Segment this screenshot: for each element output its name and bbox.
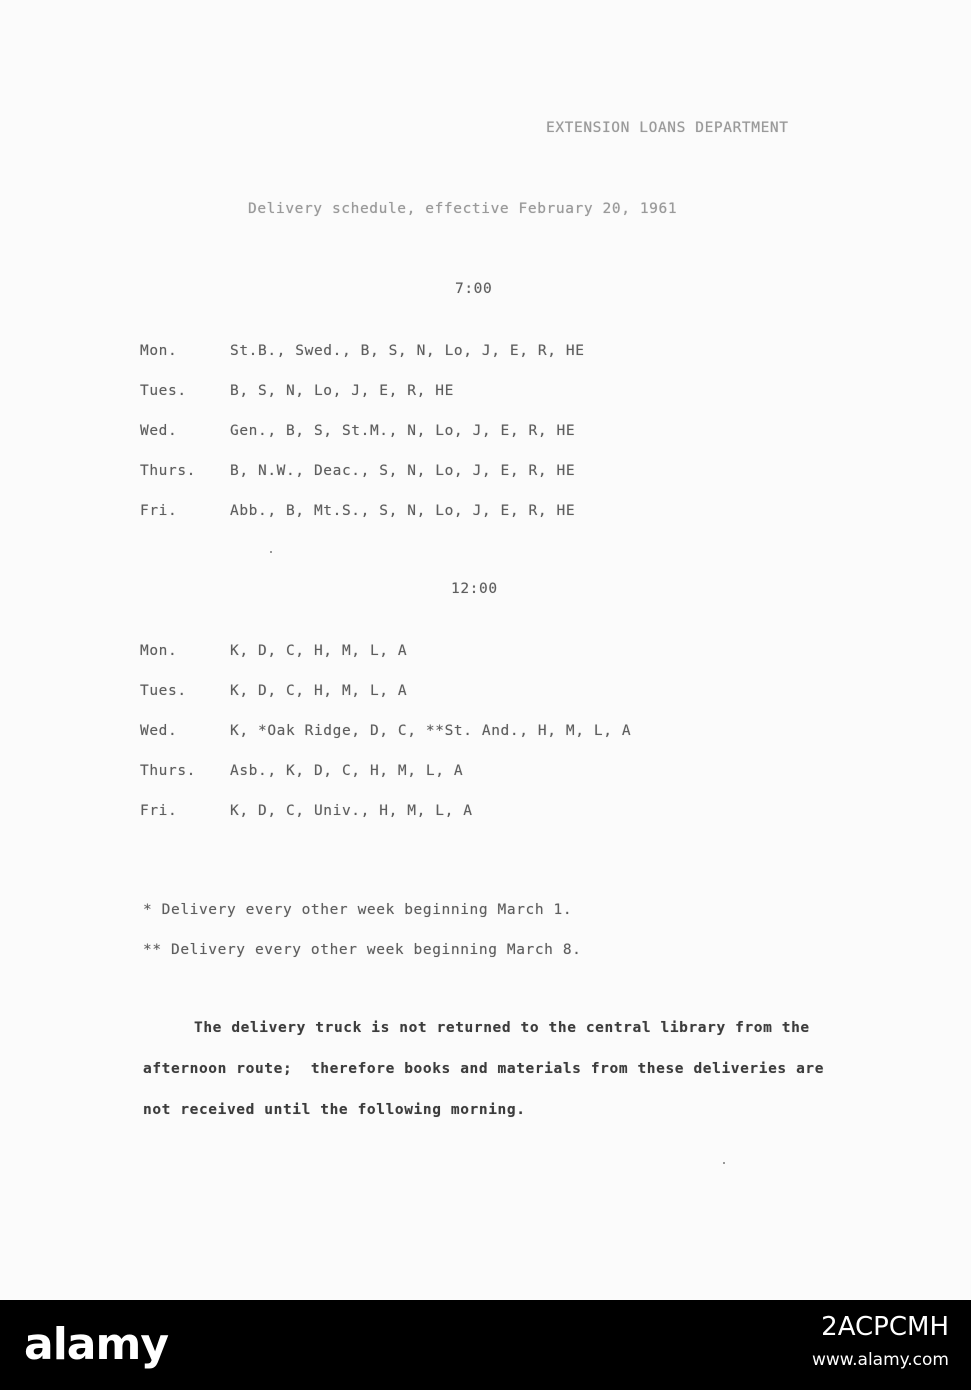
morning-route-tues: B, S, N, Lo, J, E, R, HE [230,383,454,399]
morning-day-fri: Fri. [140,503,178,519]
department-heading: EXTENSION LOANS DEPARTMENT [546,120,789,136]
alamy-logo: alamy [24,1319,168,1370]
noon-day-thurs: Thurs. [140,763,196,779]
noon-route-tues: K, D, C, H, M, L, A [230,683,408,699]
paragraph-line-1: The delivery truck is not returned to the central library from the [194,1020,810,1036]
paper-speck [723,1162,725,1164]
noon-route-mon: K, D, C, H, M, L, A [230,643,408,659]
paper-speck [270,551,272,553]
noon-route-thurs: Asb., K, D, C, H, M, L, A [230,763,464,779]
morning-route-fri: Abb., B, Mt.S., S, N, Lo, J, E, R, HE [230,503,576,519]
noon-route-wed: K, *Oak Ridge, D, C, **St. And., H, M, L, A [230,723,632,739]
watermark-url: www.alamy.com [811,1350,949,1370]
morning-day-tues: Tues. [140,383,187,399]
footnote-double-star: ** Delivery every other week beginning March 8. [143,942,582,958]
morning-day-mon: Mon. [140,343,178,359]
morning-route-mon: St.B., Swed., B, S, N, Lo, J, E, R, HE [230,343,585,359]
morning-day-wed: Wed. [140,423,178,439]
morning-day-thurs: Thurs. [140,463,196,479]
noon-day-fri: Fri. [140,803,178,819]
paragraph-line-3: not received until the following morning. [143,1102,526,1118]
morning-route-thurs: B, N.W., Deac., S, N, Lo, J, E, R, HE [230,463,576,479]
noon-route-fri: K, D, C, Univ., H, M, L, A [230,803,473,819]
watermark-image-id: 2ACPCMH [821,1312,949,1342]
noon-day-wed: Wed. [140,723,178,739]
noon-time-heading: 12:00 [451,581,498,597]
morning-time-heading: 7:00 [455,281,493,297]
paragraph-line-2: afternoon route; therefore books and materials from these deliveries are [143,1061,825,1077]
noon-day-tues: Tues. [140,683,187,699]
morning-route-wed: Gen., B, S, St.M., N, Lo, J, E, R, HE [230,423,576,439]
document-title: Delivery schedule, effective February 20, 1961 [248,201,678,217]
footnote-single-star: * Delivery every other week beginning March 1. [143,902,573,918]
noon-day-mon: Mon. [140,643,178,659]
